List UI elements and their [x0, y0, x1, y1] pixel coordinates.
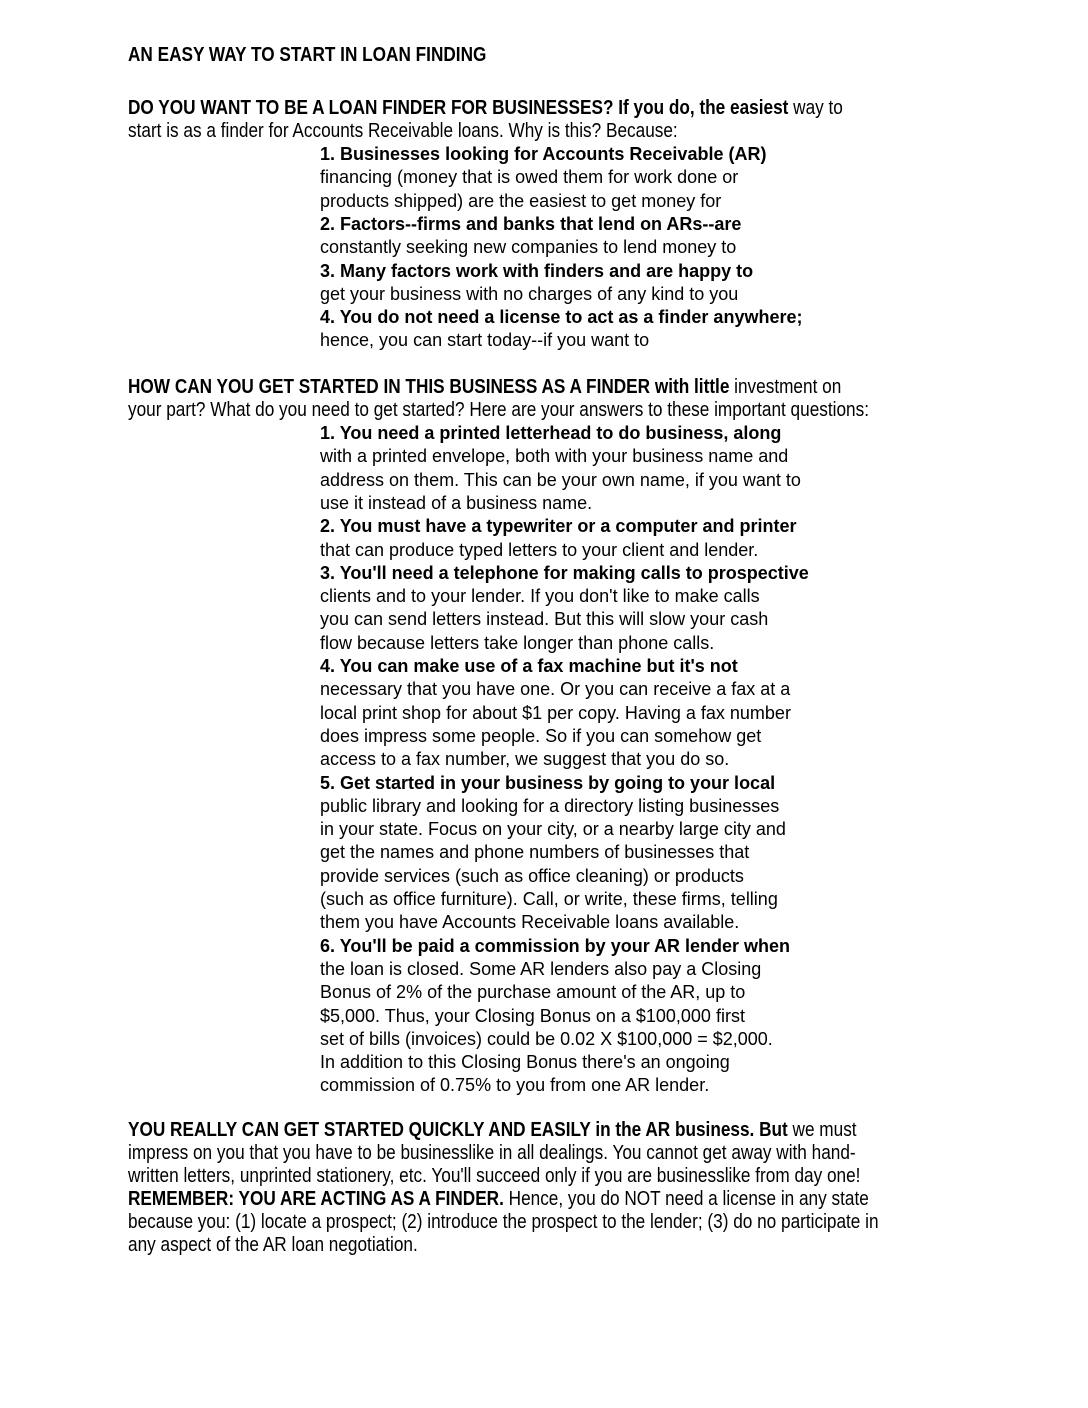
section3-line4 — [128, 1188, 869, 1211]
list-item-text: does impress some people. So if you can somehow get — [320, 725, 762, 746]
list-item-text: flow because letters take longer than phone calls. — [320, 632, 715, 653]
list-item-text: $5,000. Thus, your Closing Bonus on a $100,000 first — [320, 1005, 745, 1026]
list-item-text: you can send letters instead. But this will slow your cash — [320, 609, 769, 630]
list-item-heading: 1. Businesses looking for Accounts Receivable (AR) — [320, 144, 767, 164]
list-item-heading: 3. You'll need a telephone for making calls to prospective — [320, 562, 809, 583]
section2-line2: your part? What do you need to get started? Here are your answers to these important questions: — [128, 399, 869, 421]
section3-line2: impress on you that you have to be businesslike in all dealings. You cannot get away with hand- — [128, 1142, 856, 1164]
list-item-text: hence, you can start today--if you want to — [320, 330, 650, 351]
list-item-heading: 5. Get started in your business by going to your local — [320, 772, 776, 793]
list-item-heading: 4. You can make use of a fax machine but it's not — [320, 656, 738, 676]
section3-line3: written letters, unprinted stationery, etc. You'll succeed only if you are businesslike from day one! — [128, 1165, 861, 1187]
section2-lead-bold: HOW CAN YOU GET STARTED IN THIS BUSINESS AS A FINDER with little — [128, 376, 730, 398]
list-item-text: clients and to your lender. If you don't like to make calls — [320, 586, 760, 607]
list-item-text: that can produce typed letters to your client and lender. — [320, 539, 759, 560]
list-item-text: constantly seeking new companies to lend money to — [320, 237, 737, 258]
list-item-text: the loan is closed. Some AR lenders also pay a Closing — [320, 958, 762, 979]
list-item-text: In addition to this Closing Bonus there's an ongoing — [320, 1052, 730, 1073]
section3-line1 — [128, 1119, 857, 1142]
list-item-text: use it instead of a business name. — [320, 492, 593, 513]
list-item-text: Bonus of 2% of the purchase amount of the AR, up to — [320, 982, 746, 1003]
list-item-heading: 2. You must have a typewriter or a computer and printer — [320, 516, 797, 537]
section1-lead — [128, 97, 843, 120]
list-item-text: in your state. Focus on your city, or a nearby large city and — [320, 819, 786, 840]
section3-line5: because you: (1) locate a prospect; (2) introduce the prospect to the lender; (3) do no participate in — [128, 1211, 879, 1233]
list-item-text: with a printed envelope, both with your business name and — [320, 446, 789, 467]
list-item-text: products shipped) are the easiest to get money for — [320, 190, 722, 211]
section3-line4-bold: REMEMBER: YOU ARE ACTING AS A FINDER. — [128, 1188, 504, 1210]
list-item-text: address on them. This can be your own name, if you want to — [320, 469, 801, 490]
section3-line4-rest: Hence, you do NOT need a license in any state — [503, 1188, 869, 1210]
list-item-text: local print shop for about $1 per copy. Having a fax number — [320, 702, 791, 723]
list-item-heading: 3. Many factors work with finders and are happy to — [320, 260, 754, 281]
list-item-heading: 6. You'll be paid a commission by your AR lender when — [320, 935, 791, 956]
list-item-text: access to a fax number, we suggest that you do so. — [320, 749, 730, 770]
section3-line6: any aspect of the AR loan negotiation. — [128, 1234, 418, 1256]
list-item-text: them you have Accounts Receivable loans available. — [320, 912, 740, 933]
list-item-text: public library and looking for a directory listing businesses — [320, 795, 780, 816]
list-item-text: necessary that you have one. Or you can receive a fax at a — [320, 679, 791, 700]
list-item-heading: 1. You need a printed letterhead to do business, along — [320, 423, 782, 443]
section3-line1-bold: YOU REALLY CAN GET STARTED QUICKLY AND EASILY in the AR business. But — [128, 1119, 788, 1141]
list-item-text: get the names and phone numbers of businesses that — [320, 842, 750, 863]
list-item-text: financing (money that is owed them for work done or — [320, 167, 739, 188]
list-item-heading: 4. You do not need a license to act as a finder anywhere; — [320, 307, 803, 328]
document-title: AN EASY WAY TO START IN LOAN FINDING — [128, 44, 487, 66]
list-item-text: set of bills (invoices) could be 0.02 X $100,000 = $2,000. — [320, 1028, 773, 1049]
section1-lead-bold: DO YOU WANT TO BE A LOAN FINDER FOR BUSINESSES? If you do, the easiest — [128, 97, 789, 119]
section2-lead — [128, 376, 841, 399]
list-item-text: provide services (such as office cleaning) or products — [320, 865, 744, 886]
section3-line1-rest: we must — [787, 1119, 857, 1141]
section1-lead-rest: way to — [788, 97, 843, 119]
list-item-text: get your business with no charges of any kind to you — [320, 283, 739, 304]
list-item-text: commission of 0.75% to you from one AR lender. — [320, 1075, 710, 1096]
list-item-text: (such as office furniture). Call, or write, these firms, telling — [320, 889, 778, 909]
section1-line2: start is as a finder for Accounts Receivable loans. Why is this? Because: — [128, 120, 678, 142]
list-item-heading: 2. Factors--firms and banks that lend on ARs--are — [320, 213, 742, 234]
section2-lead-rest: investment on — [729, 376, 842, 398]
